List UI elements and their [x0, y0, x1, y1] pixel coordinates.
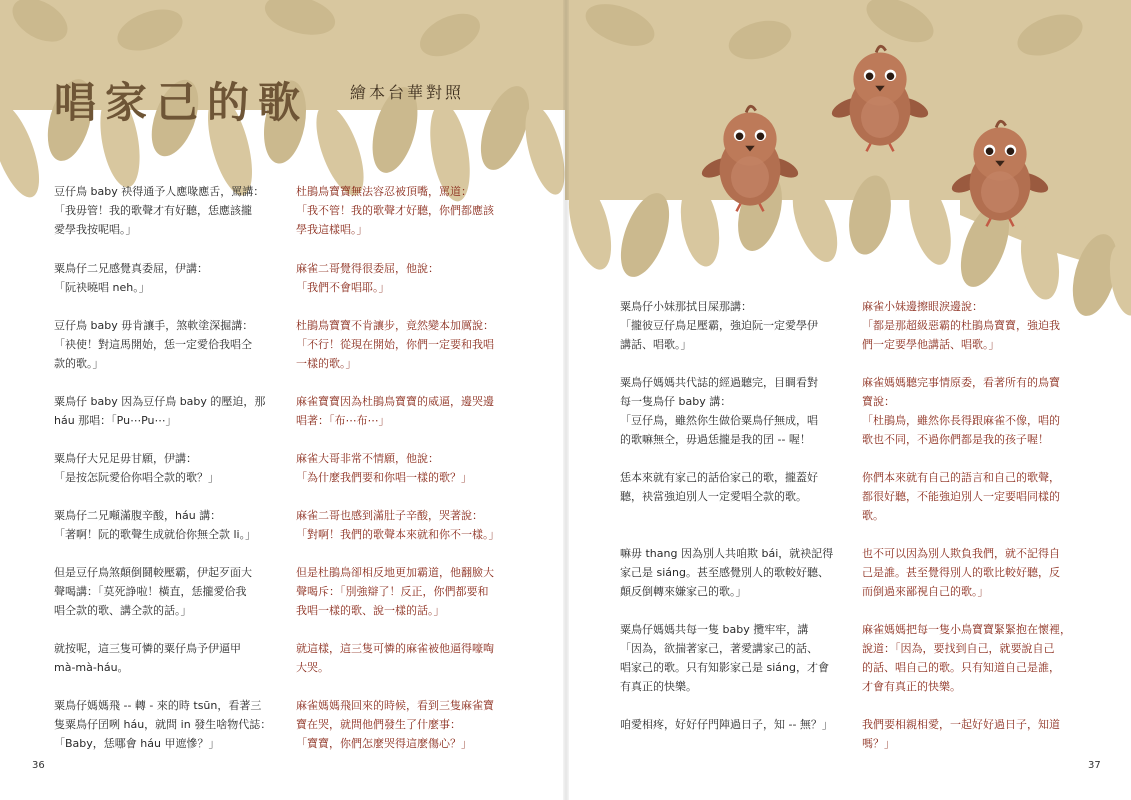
left-taiwanese-paragraph: 粟鳥仔二兄感覺真委屈，伊講： 「阮袂曉唱 neh。」: [54, 262, 208, 294]
right-taiwanese-paragraph: 粟鳥仔媽媽共代誌的經過聽完，目睭看對 每一隻鳥仔 baby 講： 「豆仔鳥，雖然你生做佮粟鳥仔無成，唱 的歌嘛無仝，毋過恁攏是我的囝 -- 喔！: [620, 376, 818, 446]
right-mandarin-paragraph: 我們要相親相愛，一起好好過日子，知道 嗎？」: [862, 718, 1060, 750]
page-number-left: 36: [32, 760, 45, 771]
leaf: [611, 187, 679, 283]
leaf: [0, 97, 49, 203]
left-mandarin-paragraph: 麻雀媽媽飛回來的時候，看到三隻麻雀寶 寶在哭，就問他們發生了什麼事： 「寶寶，你們怎麼哭得這麼傷心？」: [296, 699, 494, 750]
right-taiwanese-paragraph: 咱愛相疼，好好仔門陣過日子，知 -- 無？」: [620, 718, 833, 731]
left-taiwanese-paragraph: 粟鳥仔 baby 因為豆仔鳥 baby 的壓迫，那 háu 那唱：「Pu⋯Pu⋯」: [54, 395, 266, 427]
right-taiwanese-paragraph: 粟鳥仔小妹那拭目屎那講： 「攏彼豆仔鳥足壓霸，強迫阮一定愛學伊 講話、唱歌。」: [620, 300, 818, 351]
right-mandarin-paragraph: 麻雀媽媽把每一隻小鳥寶寶緊緊抱在懷裡， 說道：「因為，要找到自己，就要說自己 的話、唱自己的歌。只有知道自己是誰， 才會有真正的快樂。: [862, 623, 1071, 693]
left-taiwanese-paragraph: 粟鳥仔大兄足毋甘願，伊講： 「是按怎阮愛佮你唱仝款的歌？」: [54, 452, 219, 484]
right-mandarin-paragraph: 麻雀小妹邊擦眼淚邊說： 「都是那超級惡霸的杜鵑鳥寶寶，強迫我 們一定要學他講話、唱歌。」: [862, 300, 1060, 351]
page-subtitle: 繪本台華對照: [350, 83, 465, 102]
left-taiwanese-paragraph: 但是豆仔鳥煞顛倒鬪較壓霸，伊起歹面大 聲喝講：「莫死諍啦！橫直，恁攏愛佮我 唱仝款的歌、講仝款的話。」: [54, 566, 252, 617]
left-taiwanese-paragraph: 就按呢，這三隻可憐的粟仔鳥予伊逼甲 mà-mà-háu。: [54, 642, 241, 674]
left-taiwanese-paragraph: 豆仔鳥 baby 毋肯讓手，煞軟塗深掘講： 「袂使！對這馬開始，恁一定愛佮我唱仝 款的歌。」: [54, 319, 254, 370]
left-taiwanese-paragraph: 豆仔鳥 baby 袂得通予人應喙應舌，罵講： 「我毋管！我的歌聲才有好聽，恁應該攏 愛學我按呢唱。」: [54, 185, 265, 236]
left-mandarin-paragraph: 但是杜鵑鳥卻相反地更加霸道，他翻臉大 聲喝斥：「別強辯了！反正，你們都要和 我唱一樣的歌、說一樣的話。」: [296, 566, 494, 617]
left-mandarin-paragraph: 麻雀二哥也感到滿肚子辛酸，哭著說： 「對啊！我們的歌聲本來就和你不一樣。」: [296, 509, 500, 541]
left-taiwanese-paragraph: 粟鳥仔二兄噸滿腹辛酸，háu 講： 「著啊！阮的歌聲生成就佮你無仝款 li。」: [54, 509, 257, 541]
right-taiwanese-paragraph: 嘛毋 thang 因為別人共咱欺 bái，就袂記得 家己是 siáng。甚至感覺別人的歌較好聽、 顛反倒轉來嫌家己的歌。」: [620, 547, 834, 598]
page-number-right: 37: [1088, 760, 1101, 771]
left-mandarin-paragraph: 麻雀二哥覺得很委屈，他說： 「我們不會唱耶。」: [296, 262, 439, 294]
right-mandarin-paragraph: 你們本來就有自己的語言和自己的歌聲， 都很好聽，不能強迫別人一定要唱同樣的 歌。: [862, 471, 1060, 522]
left-mandarin-paragraph: 杜鵑鳥寶寶無法容忍被頂嘴，罵道： 「我不管！我的歌聲才好聽，你們都應該 學我這樣唱。」: [296, 185, 494, 236]
page-title: 唱家己的歌: [54, 78, 310, 127]
left-taiwanese-paragraph: 粟鳥仔媽媽飛 -- 轉 - 來的時 tsūn，看著三 隻粟鳥仔囝咧 háu，就問 in 發生啥物代誌： 「Baby，恁哪會 háu 甲遮慘？」: [54, 699, 272, 750]
left-mandarin-paragraph: 就這樣，這三隻可憐的麻雀被他逼得嚎啕 大哭。: [296, 642, 494, 674]
right-mandarin-paragraph: 麻雀媽媽聽完事情原委，看著所有的鳥寶 寶說： 「杜鵑鳥，雖然你長得跟麻雀不像，唱的 歌也不同，不過你們都是我的孩子喔！: [862, 376, 1060, 446]
right-taiwanese-paragraph: 粟鳥仔媽媽共每一隻 baby 攬牢牢，講 「因為，欲揣著家己，著愛講家己的話、 唱家己的歌。只有知影家己是 siáng，才會 有真正的快樂。: [620, 623, 829, 693]
right-mandarin-paragraph: 也不可以因為別人欺負我們，就不記得自 己是誰。甚至覺得別人的歌比較好聽，反 而倒過來鄙視自己的歌。」: [862, 547, 1060, 598]
left-mandarin-paragraph: 麻雀大哥非常不情願，他說： 「為什麼我們要和你唱一樣的歌？」: [296, 452, 472, 484]
left-mandarin-paragraph: 麻雀寶寶因為杜鵑鳥寶寶的威逼，邊哭邊 唱著：「布⋯布⋯」: [296, 395, 494, 427]
left-mandarin-paragraph: 杜鵑鳥寶寶不肯讓步，竟然變本加厲說： 「不行！從現在開始，你們一定要和我唱 一樣的歌。」: [296, 319, 494, 370]
book-gutter: [563, 0, 569, 800]
right-taiwanese-paragraph: 恁本來就有家己的話佮家己的歌，攏蓋好 聽，袂當強迫別人一定愛唱仝款的歌。: [620, 471, 818, 503]
